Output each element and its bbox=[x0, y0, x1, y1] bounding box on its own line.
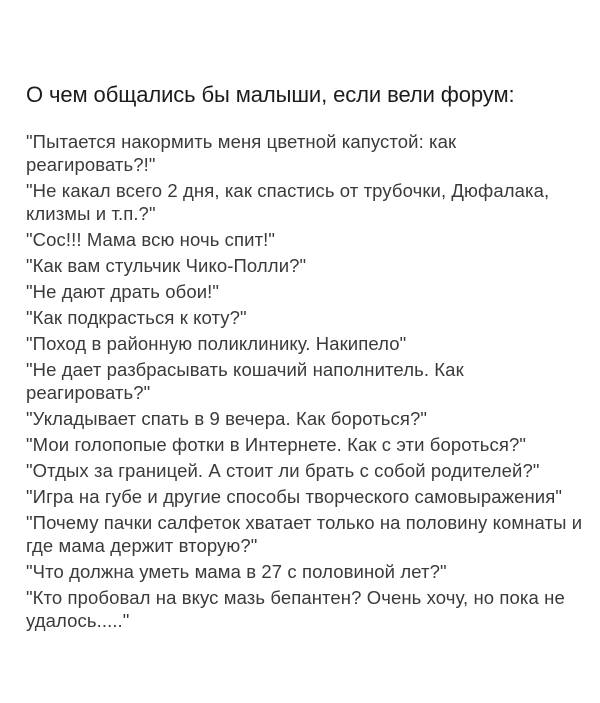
quote-list bbox=[26, 130, 586, 632]
quote-item: "Поход в районную поликлинику. Накипело" bbox=[26, 333, 407, 354]
quote-item: "Почему пачки салфеток хватает только на половину комнаты и где мама держит вторую?" bbox=[26, 512, 583, 556]
quote-item: "Игра на губе и другие способы творческого самовыражения" bbox=[26, 486, 562, 507]
quote-item: "Пытается накормить меня цветной капустой: как реагировать?!" bbox=[26, 131, 457, 175]
quote-item: "Отдых за границей. А стоит ли брать с собой родителей?" bbox=[26, 460, 540, 481]
quote-item: "Что должна уметь мама в 27 с половиной лет?" bbox=[26, 561, 447, 582]
post-title: О чем общались бы малыши, если вели форум: bbox=[26, 82, 515, 107]
quote-item: "Как вам стульчик Чико-Полли?" bbox=[26, 255, 307, 276]
post-body bbox=[26, 80, 586, 635]
quote-item: "Не дают драть обои!" bbox=[26, 281, 220, 302]
quote-item: "Кто пробовал на вкус мазь бепантен? Очень хочу, но пока не удалось....." bbox=[26, 587, 565, 631]
quote-item: "Не дает разбрасывать кошачий наполнитель. Как реагировать?" bbox=[26, 359, 464, 403]
quote-item: "Не какал всего 2 дня, как спастись от трубочки, Дюфалака, клизмы и т.п.?" bbox=[26, 180, 550, 224]
quote-item: "Мои голопопые фотки в Интернете. Как с эти бороться?" bbox=[26, 434, 527, 455]
quote-item: "Укладывает спать в 9 вечера. Как бороться?" bbox=[26, 408, 428, 429]
quote-item: "Как подкрасться к коту?" bbox=[26, 307, 247, 328]
quote-item: "Сос!!! Мама всю ночь спит!" bbox=[26, 229, 276, 250]
